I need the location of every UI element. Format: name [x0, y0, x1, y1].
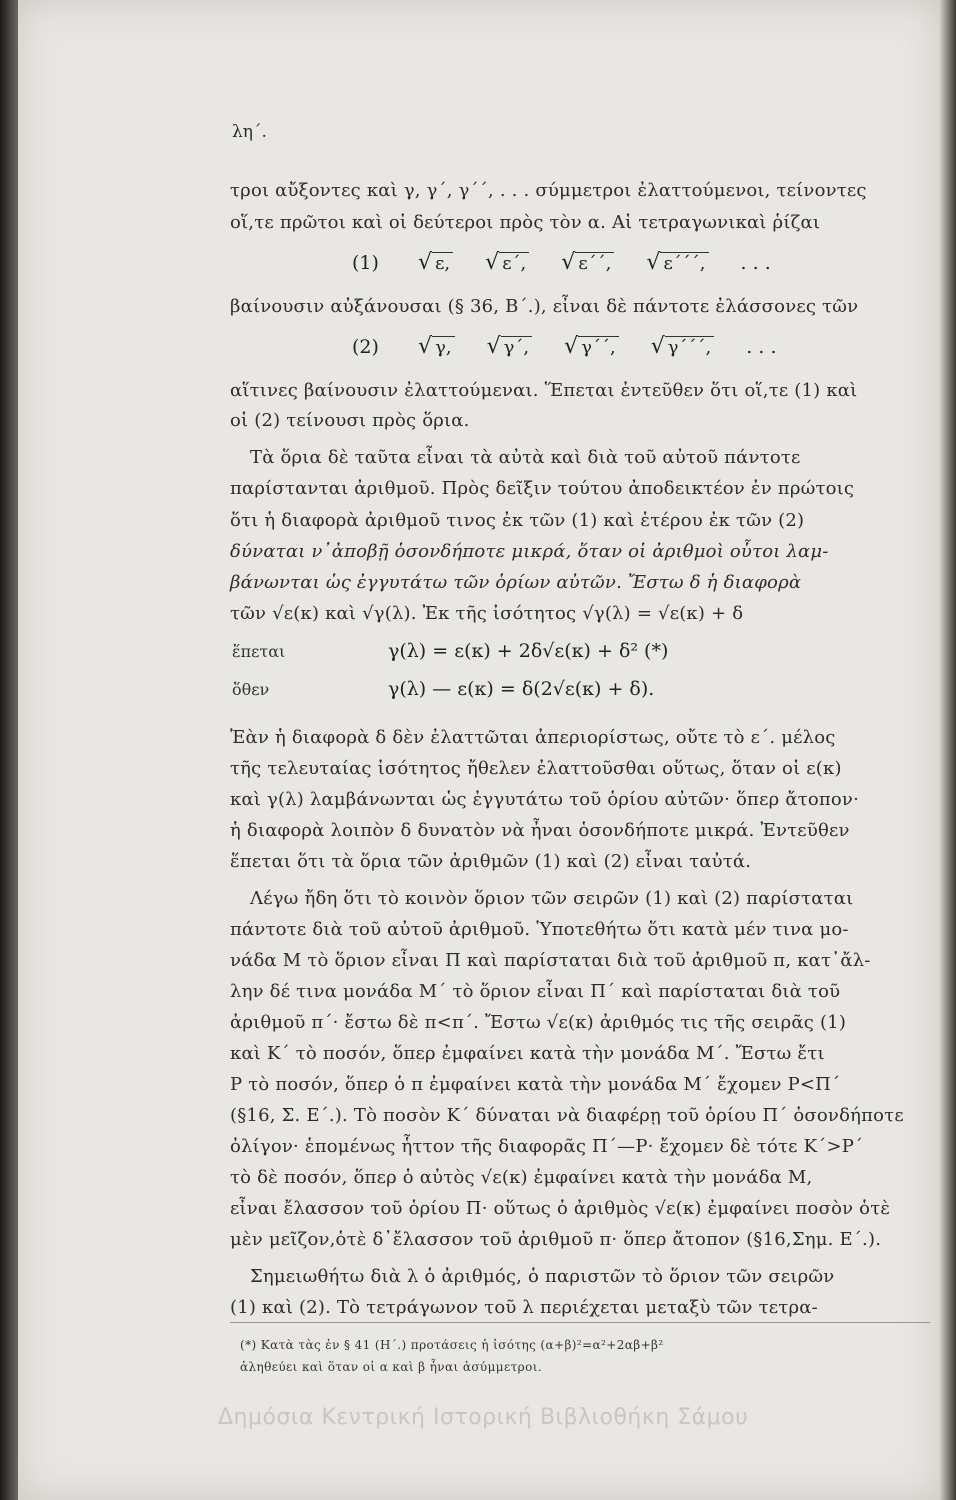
radical: √ ε΄,	[485, 250, 529, 275]
text-line: Σημειωθήτω διὰ λ ὁ ἀριθμός, ὁ παριστῶν τὸ ὅριον τῶν σειρῶν	[250, 1266, 835, 1287]
text-line: Λέγω ἤδη ὅτι τὸ κοινὸν ὅριον τῶν σειρῶν (1) καὶ (2) παρίσταται	[250, 888, 854, 909]
book-spine-edge	[0, 0, 18, 1500]
text-line: λην δέ τινα μονάδα Μ΄ τὸ ὅριον εἶναι Π΄ καὶ παρίσταται διὰ τοῦ	[230, 981, 841, 1002]
text-line: νάδα Μ τὸ ὅριον εἶναι Π καὶ παρίσταται διὰ τοῦ ἀριθμοῦ π, κατ᾽ἄλ-	[230, 950, 871, 971]
library-watermark: Δημόσια Κεντρική Ιστορική Βιβλιοθήκη Σάμου	[218, 1405, 749, 1430]
equation-1-ellipsis: . . .	[740, 252, 771, 274]
text-line: ἡ διαφορὰ λοιπὸν δ δυνατὸν νὰ ἦναι ὁσονδήποτε μικρά. Ἐντεῦθεν	[230, 820, 850, 841]
text-line: βάνωνται ὡς ἐγγυτάτω τῶν ὁρίων αὐτῶν. Ἔστω δ ἡ διαφορὰ	[230, 572, 802, 593]
radical: √ γ΄΄΄,	[651, 334, 715, 359]
radical: √ ε,	[418, 250, 453, 275]
equation-2	[352, 334, 777, 359]
text-line: εἶναι ἔλασσον τοῦ ὁρίου Π· οὕτως ὁ ἀριθμὸς √ε(κ) ἐμφαίνει ποσὸν ὁτὲ	[230, 1198, 891, 1219]
equation-1	[352, 250, 771, 275]
equation-1-number: (1)	[352, 252, 379, 274]
equation-2-ellipsis: . . .	[746, 336, 777, 358]
text-line: τροι αὔξοντες καὶ γ, γ΄, γ΄΄, . . . σύμμετροι ἐλαττούμενοι, τείνοντες	[230, 180, 867, 201]
text-line: τὸ δὲ ποσόν, ὅπερ ὁ αὐτὸς √ε(κ) ἐμφαίνει κατὰ τὴν μονάδα Μ,	[230, 1167, 813, 1188]
text-line: Ἐὰν ἡ διαφορὰ δ δὲν ἐλαττῶται ἀπεριορίστως, οὔτε τὸ ε΄. μέλος	[230, 727, 836, 748]
text-line: Ρ τὸ ποσόν, ὅπερ ὁ π ἐμφαίνει κατὰ τὴν μονάδα Μ΄ ἔχομεν Ρ<Π΄	[230, 1074, 841, 1095]
text-line: (1) καὶ (2). Τὸ τετράγωνον τοῦ λ περιέχεται μεταξὺ τῶν τετρα-	[230, 1297, 818, 1318]
text-line: ἕπεται ὅτι τὰ ὅρια τῶν ἀριθμῶν (1) καὶ (2) εἶναι ταὐτά.	[230, 851, 752, 872]
text-line: οἵ,τε πρῶτοι καὶ οἱ δεύτεροι πρὸς τὸν α. Αἱ τετραγωνικαὶ ῥίζαι	[230, 212, 821, 233]
text-line: τῶν √ε(κ) καὶ √γ(λ). Ἐκ τῆς ἰσότητος √γ(λ) = √ε(κ) + δ	[230, 603, 744, 624]
label-epetai: ἕπεται	[232, 642, 286, 661]
text-line: καὶ Κ΄ τὸ ποσόν, ὅπερ ἐμφαίνει κατὰ τὴν μονάδα Μ΄. Ἔστω ἔτι	[230, 1043, 825, 1064]
radical: √ γ΄,	[487, 334, 533, 359]
radical: √ ε΄΄,	[561, 250, 614, 275]
equation-3: γ(λ) = ε(κ) + 2δ√ε(κ) + δ² (*)	[388, 640, 669, 662]
equation-2-number: (2)	[352, 336, 379, 358]
label-othen: ὅθεν	[232, 680, 270, 699]
text-line: (§16, Σ. Ε΄.). Τὸ ποσὸν Κ΄ δύναται νὰ διαφέρῃ τοῦ ὁρίου Π΄ ὁσονδήποτε	[230, 1105, 904, 1126]
text-line: δύναται ν᾽ἀποβῇ ὁσονδήποτε μικρά, ὅταν οἱ ἀριθμοὶ οὗτοι λαμ-	[230, 541, 829, 562]
text-line: βαίνουσιν αὐξάνουσαι (§ 36, Β΄.), εἶναι δὲ πάντοτε ἐλάσσονες τῶν	[230, 296, 859, 317]
radical: √ γ΄΄,	[564, 334, 619, 359]
radical: √ γ,	[418, 334, 455, 359]
text-line: ὀλίγον· ἑπομένως ἧττον τῆς διαφορᾶς Π΄—Ρ· ἔχομεν δὲ τότε Κ΄>Ρ΄	[230, 1136, 864, 1157]
radical: √ ε΄΄΄,	[646, 250, 708, 275]
footnote-separator	[230, 1322, 930, 1323]
equation-4: γ(λ) — ε(κ) = δ(2√ε(κ) + δ).	[388, 678, 655, 700]
text-line: οἱ (2) τείνουσι πρὸς ὅρια.	[230, 410, 470, 431]
text-line: Τὰ ὅρια δὲ ταῦτα εἶναι τὰ αὐτὰ καὶ διὰ τοῦ αὐτοῦ πάντοτε	[250, 447, 801, 468]
text-line: πάντοτε διὰ τοῦ αὐτοῦ ἀριθμοῦ. Ὑποτεθήτω ὅτι κατὰ μέν τινα μο-	[230, 919, 849, 940]
text-line: ἀριθμοῦ π΄· ἔστω δὲ π<π΄. Ἔστω √ε(κ) ἀριθμός τις τῆς σειρᾶς (1)	[230, 1012, 847, 1033]
page-header: λη΄.	[232, 122, 267, 142]
footnote-line: ἀληθεύει καὶ ὅταν οἱ α καὶ β ἦναι ἀσύμμετροι.	[240, 1360, 543, 1374]
text-line: τῆς τελευταίας ἰσότητος ἤθελεν ἐλαττοῦσθαι οὕτως, ὅταν οἱ ε(κ)	[230, 758, 842, 779]
text-line: ὅτι ἡ διαφορὰ ἀριθμοῦ τινος ἐκ τῶν (1) καὶ ἑτέρου ἐκ τῶν (2)	[230, 510, 805, 531]
text-line: καὶ γ(λ) λαμβάνωνται ὡς ἐγγυτάτω τοῦ ὁρίου αὐτῶν· ὅπερ ἄτοπον·	[230, 789, 859, 810]
text-line: μὲν μεῖζον,ὁτὲ δ᾽ἔλασσον τοῦ ἀριθμοῦ π· ὅπερ ἄτοπον (§16,Σημ. Ε΄.).	[230, 1229, 882, 1250]
text-line: αἵτινες βαίνουσιν ἐλαττούμεναι. Ἕπεται ἐντεῦθεν ὅτι οἵ,τε (1) καὶ	[230, 380, 858, 401]
footnote-line: (*) Κατὰ τὰς ἐν § 41 (Η΄.) προτάσεις ἡ ἰσότης (α+β)²=α²+2αβ+β²	[240, 1338, 664, 1352]
text-line: παρίστανται ἀριθμοῦ. Πρὸς δεῖξιν τούτου ἀποδεικτέον ἐν πρώτοις	[230, 478, 855, 499]
